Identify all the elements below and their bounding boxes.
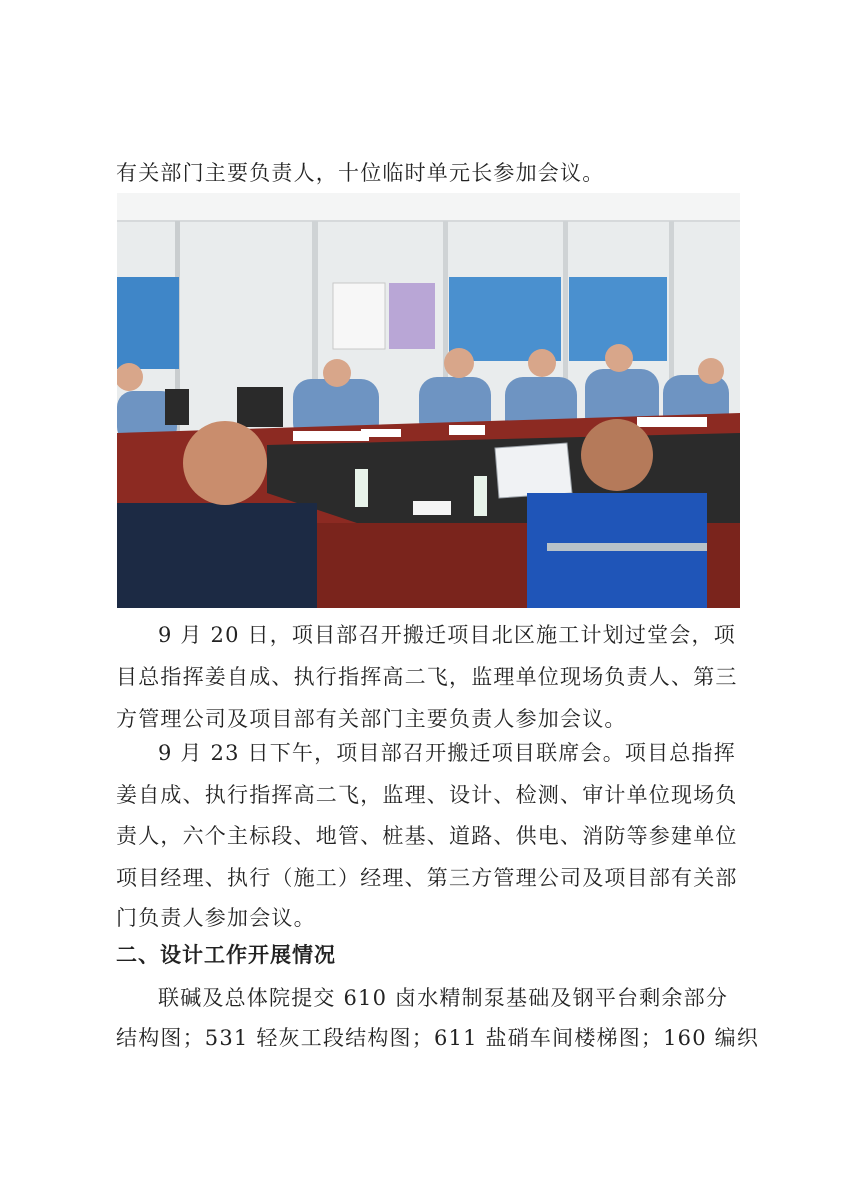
text-line: 姜自成、执行指挥高二飞，监理、设计、检测、审计单位现场负 bbox=[116, 783, 738, 807]
text-line: 9 月 23 日下午，项目部召开搬迁项目联席会。项目总指挥 bbox=[158, 741, 736, 765]
meeting-photo bbox=[117, 193, 740, 608]
text-line: 有关部门主要负责人，十位临时单元长参加会议。 bbox=[116, 161, 605, 185]
text-line: 联碱及总体院提交 610 卤水精制泵基础及钢平台剩余部分 bbox=[158, 986, 729, 1010]
text-line: 目总指挥姜自成、执行指挥高二飞，监理单位现场负责人、第三 bbox=[116, 665, 738, 689]
text-line: 责人，六个主标段、地管、桩基、道路、供电、消防等参建单位 bbox=[116, 824, 738, 848]
text-line: 门负责人参加会议。 bbox=[116, 906, 316, 930]
text-line: 方管理公司及项目部有关部门主要负责人参加会议。 bbox=[116, 707, 627, 731]
section-heading: 二、设计工作开展情况 bbox=[116, 943, 336, 967]
text-line: 9 月 20 日，项目部召开搬迁项目北区施工计划过堂会，项 bbox=[158, 623, 736, 647]
text-line: 项目经理、执行（施工）经理、第三方管理公司及项目部有关部 bbox=[116, 866, 738, 890]
text-line: 结构图；531 轻灰工段结构图；611 盐硝车间楼梯图；160 编织 bbox=[116, 1026, 760, 1050]
